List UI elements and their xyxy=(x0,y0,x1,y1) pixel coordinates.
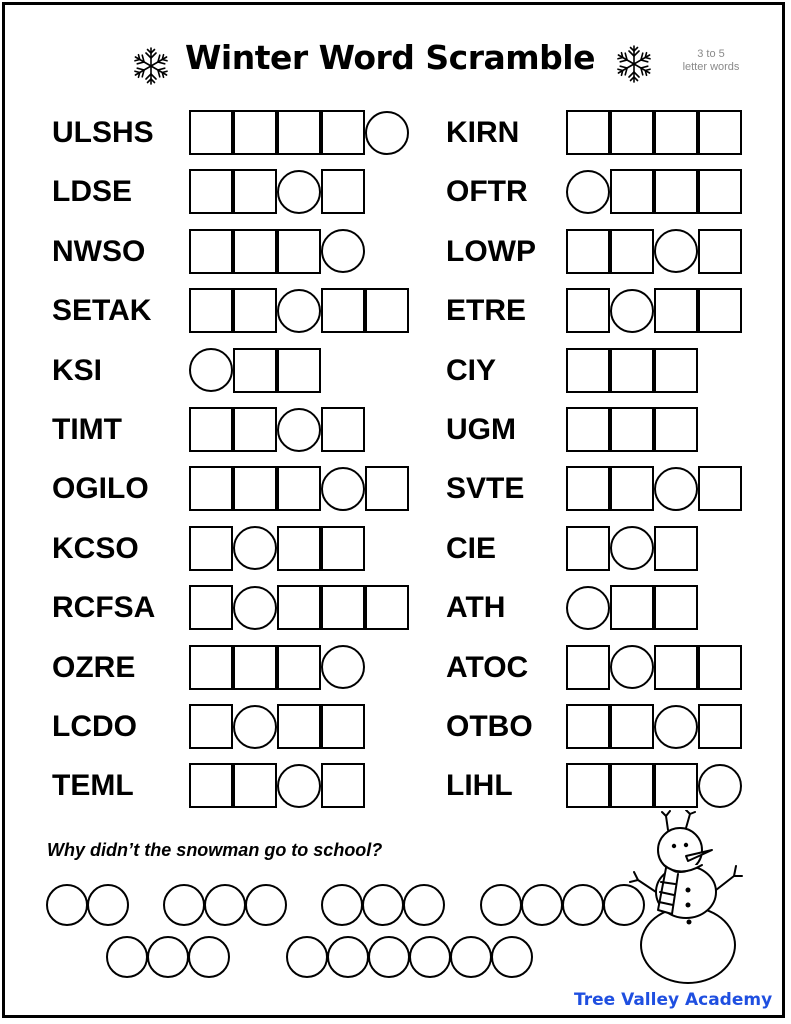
answer-letter-circle[interactable] xyxy=(562,884,604,926)
answer-letter-circle[interactable] xyxy=(521,884,563,926)
letter-box[interactable] xyxy=(654,407,698,452)
left-scrambled-word: TIMT xyxy=(52,413,122,446)
letter-box[interactable] xyxy=(698,169,742,214)
answer-letter-circle[interactable] xyxy=(368,936,410,978)
left-scrambled-word: LCDO xyxy=(52,710,137,743)
letter-box[interactable] xyxy=(566,288,610,333)
letter-box[interactable] xyxy=(365,288,409,333)
circled-letter-box[interactable] xyxy=(233,586,277,630)
letter-box[interactable] xyxy=(566,763,610,808)
letter-box[interactable] xyxy=(233,466,277,511)
circled-letter-box[interactable] xyxy=(277,170,321,214)
answer-letter-circle[interactable] xyxy=(480,884,522,926)
circled-letter-box[interactable] xyxy=(277,408,321,452)
answer-letter-circle[interactable] xyxy=(327,936,369,978)
letter-box[interactable] xyxy=(698,645,742,690)
letter-box[interactable] xyxy=(189,229,233,274)
letter-box[interactable] xyxy=(233,169,277,214)
right-scrambled-word: ETRE xyxy=(446,294,527,328)
letter-box[interactable] xyxy=(277,229,321,274)
letter-box[interactable] xyxy=(189,763,233,808)
answer-letter-circle[interactable] xyxy=(362,884,404,926)
letter-box[interactable] xyxy=(566,704,610,749)
circled-letter-box[interactable] xyxy=(321,229,365,273)
circled-letter-box[interactable] xyxy=(566,170,610,214)
circled-letter-box[interactable] xyxy=(566,586,610,630)
letter-box[interactable] xyxy=(610,110,654,155)
right-scrambled-word: UGM xyxy=(446,413,516,446)
letter-box[interactable] xyxy=(277,585,321,630)
letter-box[interactable] xyxy=(277,704,321,749)
letter-box[interactable] xyxy=(277,526,321,571)
circled-letter-box[interactable] xyxy=(610,289,654,333)
letter-box[interactable] xyxy=(233,763,277,808)
letter-box[interactable] xyxy=(321,169,365,214)
letter-box[interactable] xyxy=(610,229,654,274)
letter-box[interactable] xyxy=(189,645,233,690)
letter-box[interactable] xyxy=(365,466,409,511)
letter-box[interactable] xyxy=(610,348,654,393)
letter-box[interactable] xyxy=(189,407,233,452)
answer-letter-circle[interactable] xyxy=(450,936,492,978)
answer-letter-circle[interactable] xyxy=(163,884,205,926)
letter-box[interactable] xyxy=(566,466,610,511)
letter-box[interactable] xyxy=(277,348,321,393)
right-scrambled-word: LIHL xyxy=(446,769,513,803)
letter-box[interactable] xyxy=(189,526,233,571)
letter-box[interactable] xyxy=(321,288,365,333)
letter-box[interactable] xyxy=(321,110,365,155)
letter-box[interactable] xyxy=(233,407,277,452)
letter-box[interactable] xyxy=(321,704,365,749)
snowflake-left-icon xyxy=(131,46,171,86)
letter-box[interactable] xyxy=(654,645,698,690)
circled-letter-box[interactable] xyxy=(610,645,654,689)
left-scrambled-word: LDSE xyxy=(52,175,133,209)
letter-box[interactable] xyxy=(610,466,654,511)
letter-box[interactable] xyxy=(277,110,321,155)
letter-box[interactable] xyxy=(277,466,321,511)
right-scrambled-word: ATOC xyxy=(446,650,529,684)
right-scrambled-word: LOWP xyxy=(446,234,536,268)
circled-letter-box[interactable] xyxy=(277,764,321,808)
riddle-question: Why didn’t the snowman go to school? xyxy=(47,840,383,860)
subnote xyxy=(672,48,750,74)
right-scrambled-word: ATH xyxy=(446,591,506,625)
answer-letter-circle[interactable] xyxy=(87,884,129,926)
letter-box[interactable] xyxy=(566,407,610,452)
circled-letter-box[interactable] xyxy=(698,764,742,808)
circled-letter-box[interactable] xyxy=(654,229,698,273)
left-scrambled-word: ULSHS xyxy=(52,116,154,149)
letter-box[interactable] xyxy=(698,110,742,155)
letter-box[interactable] xyxy=(189,585,233,630)
left-scrambled-word: KCSO xyxy=(52,531,139,565)
letter-box[interactable] xyxy=(566,526,610,571)
snowflake-right-icon xyxy=(614,44,654,84)
letter-box[interactable] xyxy=(610,704,654,749)
answer-letter-circle[interactable] xyxy=(321,884,363,926)
letter-box[interactable] xyxy=(233,229,277,274)
letter-box[interactable] xyxy=(321,407,365,452)
circled-letter-box[interactable] xyxy=(189,348,233,392)
left-scrambled-word: OZRE xyxy=(52,650,136,684)
letter-box[interactable] xyxy=(189,110,233,155)
answer-letter-circle[interactable] xyxy=(409,936,451,978)
answer-letter-circle[interactable] xyxy=(106,936,148,978)
left-scrambled-word: RCFSA xyxy=(52,591,156,625)
letter-box[interactable] xyxy=(566,110,610,155)
left-scrambled-word: KSI xyxy=(52,353,103,387)
letter-box[interactable] xyxy=(654,763,698,808)
letter-box[interactable] xyxy=(566,229,610,274)
circled-letter-box[interactable] xyxy=(233,526,277,570)
answer-letter-circle[interactable] xyxy=(147,936,189,978)
answer-letter-circle[interactable] xyxy=(491,936,533,978)
circled-letter-box[interactable] xyxy=(321,467,365,511)
circled-letter-box[interactable] xyxy=(233,705,277,749)
letter-box[interactable] xyxy=(654,348,698,393)
left-scrambled-word: SETAK xyxy=(52,294,152,328)
snowman-icon xyxy=(628,810,748,985)
letter-box[interactable] xyxy=(566,645,610,690)
circled-letter-box[interactable] xyxy=(365,111,409,155)
left-scrambled-word: TEML xyxy=(52,769,134,803)
letter-box[interactable] xyxy=(321,585,365,630)
answer-letter-circle[interactable] xyxy=(245,884,287,926)
circled-letter-box[interactable] xyxy=(654,467,698,511)
letter-box[interactable] xyxy=(233,288,277,333)
letter-box[interactable] xyxy=(365,585,409,630)
circled-letter-box[interactable] xyxy=(321,645,365,689)
letter-box[interactable] xyxy=(566,348,610,393)
letter-box[interactable] xyxy=(189,169,233,214)
letter-box[interactable] xyxy=(189,288,233,333)
letter-box[interactable] xyxy=(654,110,698,155)
answer-letter-circle[interactable] xyxy=(286,936,328,978)
letter-box[interactable] xyxy=(654,288,698,333)
letter-box[interactable] xyxy=(189,704,233,749)
circled-letter-box[interactable] xyxy=(610,526,654,570)
letter-box[interactable] xyxy=(233,110,277,155)
letter-box[interactable] xyxy=(321,763,365,808)
circled-letter-box[interactable] xyxy=(277,289,321,333)
left-scrambled-word: OGILO xyxy=(52,472,149,506)
letter-box[interactable] xyxy=(698,704,742,749)
letter-box[interactable] xyxy=(233,348,277,393)
letter-box[interactable] xyxy=(698,229,742,274)
answer-letter-circle[interactable] xyxy=(403,884,445,926)
letter-box[interactable] xyxy=(233,645,277,690)
answer-letter-circle[interactable] xyxy=(204,884,246,926)
letter-box[interactable] xyxy=(610,407,654,452)
left-scrambled-word: NWSO xyxy=(52,234,146,268)
letter-box[interactable] xyxy=(321,526,365,571)
answer-letter-circle[interactable] xyxy=(46,884,88,926)
right-scrambled-word: SVTE xyxy=(446,472,525,506)
right-scrambled-word: KIRN xyxy=(446,116,520,149)
letter-box[interactable] xyxy=(610,763,654,808)
letter-box[interactable] xyxy=(277,645,321,690)
page-title: Winter Word Scramble xyxy=(185,38,595,77)
subnote-line1: 3 to 5 xyxy=(697,48,725,60)
right-scrambled-word: CIE xyxy=(446,531,497,565)
letter-box[interactable] xyxy=(698,288,742,333)
letter-box[interactable] xyxy=(654,526,698,571)
letter-box[interactable] xyxy=(610,169,654,214)
right-scrambled-word: CIY xyxy=(446,353,497,387)
right-scrambled-word: OFTR xyxy=(446,175,528,209)
letter-box[interactable] xyxy=(189,466,233,511)
letter-box[interactable] xyxy=(610,585,654,630)
letter-box[interactable] xyxy=(654,585,698,630)
subnote-line2: letter words xyxy=(682,61,740,73)
brand-label: Tree Valley Academy xyxy=(574,990,773,1010)
letter-box[interactable] xyxy=(698,466,742,511)
circled-letter-box[interactable] xyxy=(654,705,698,749)
right-scrambled-word: OTBO xyxy=(446,710,533,743)
answer-letter-circle[interactable] xyxy=(188,936,230,978)
letter-box[interactable] xyxy=(654,169,698,214)
